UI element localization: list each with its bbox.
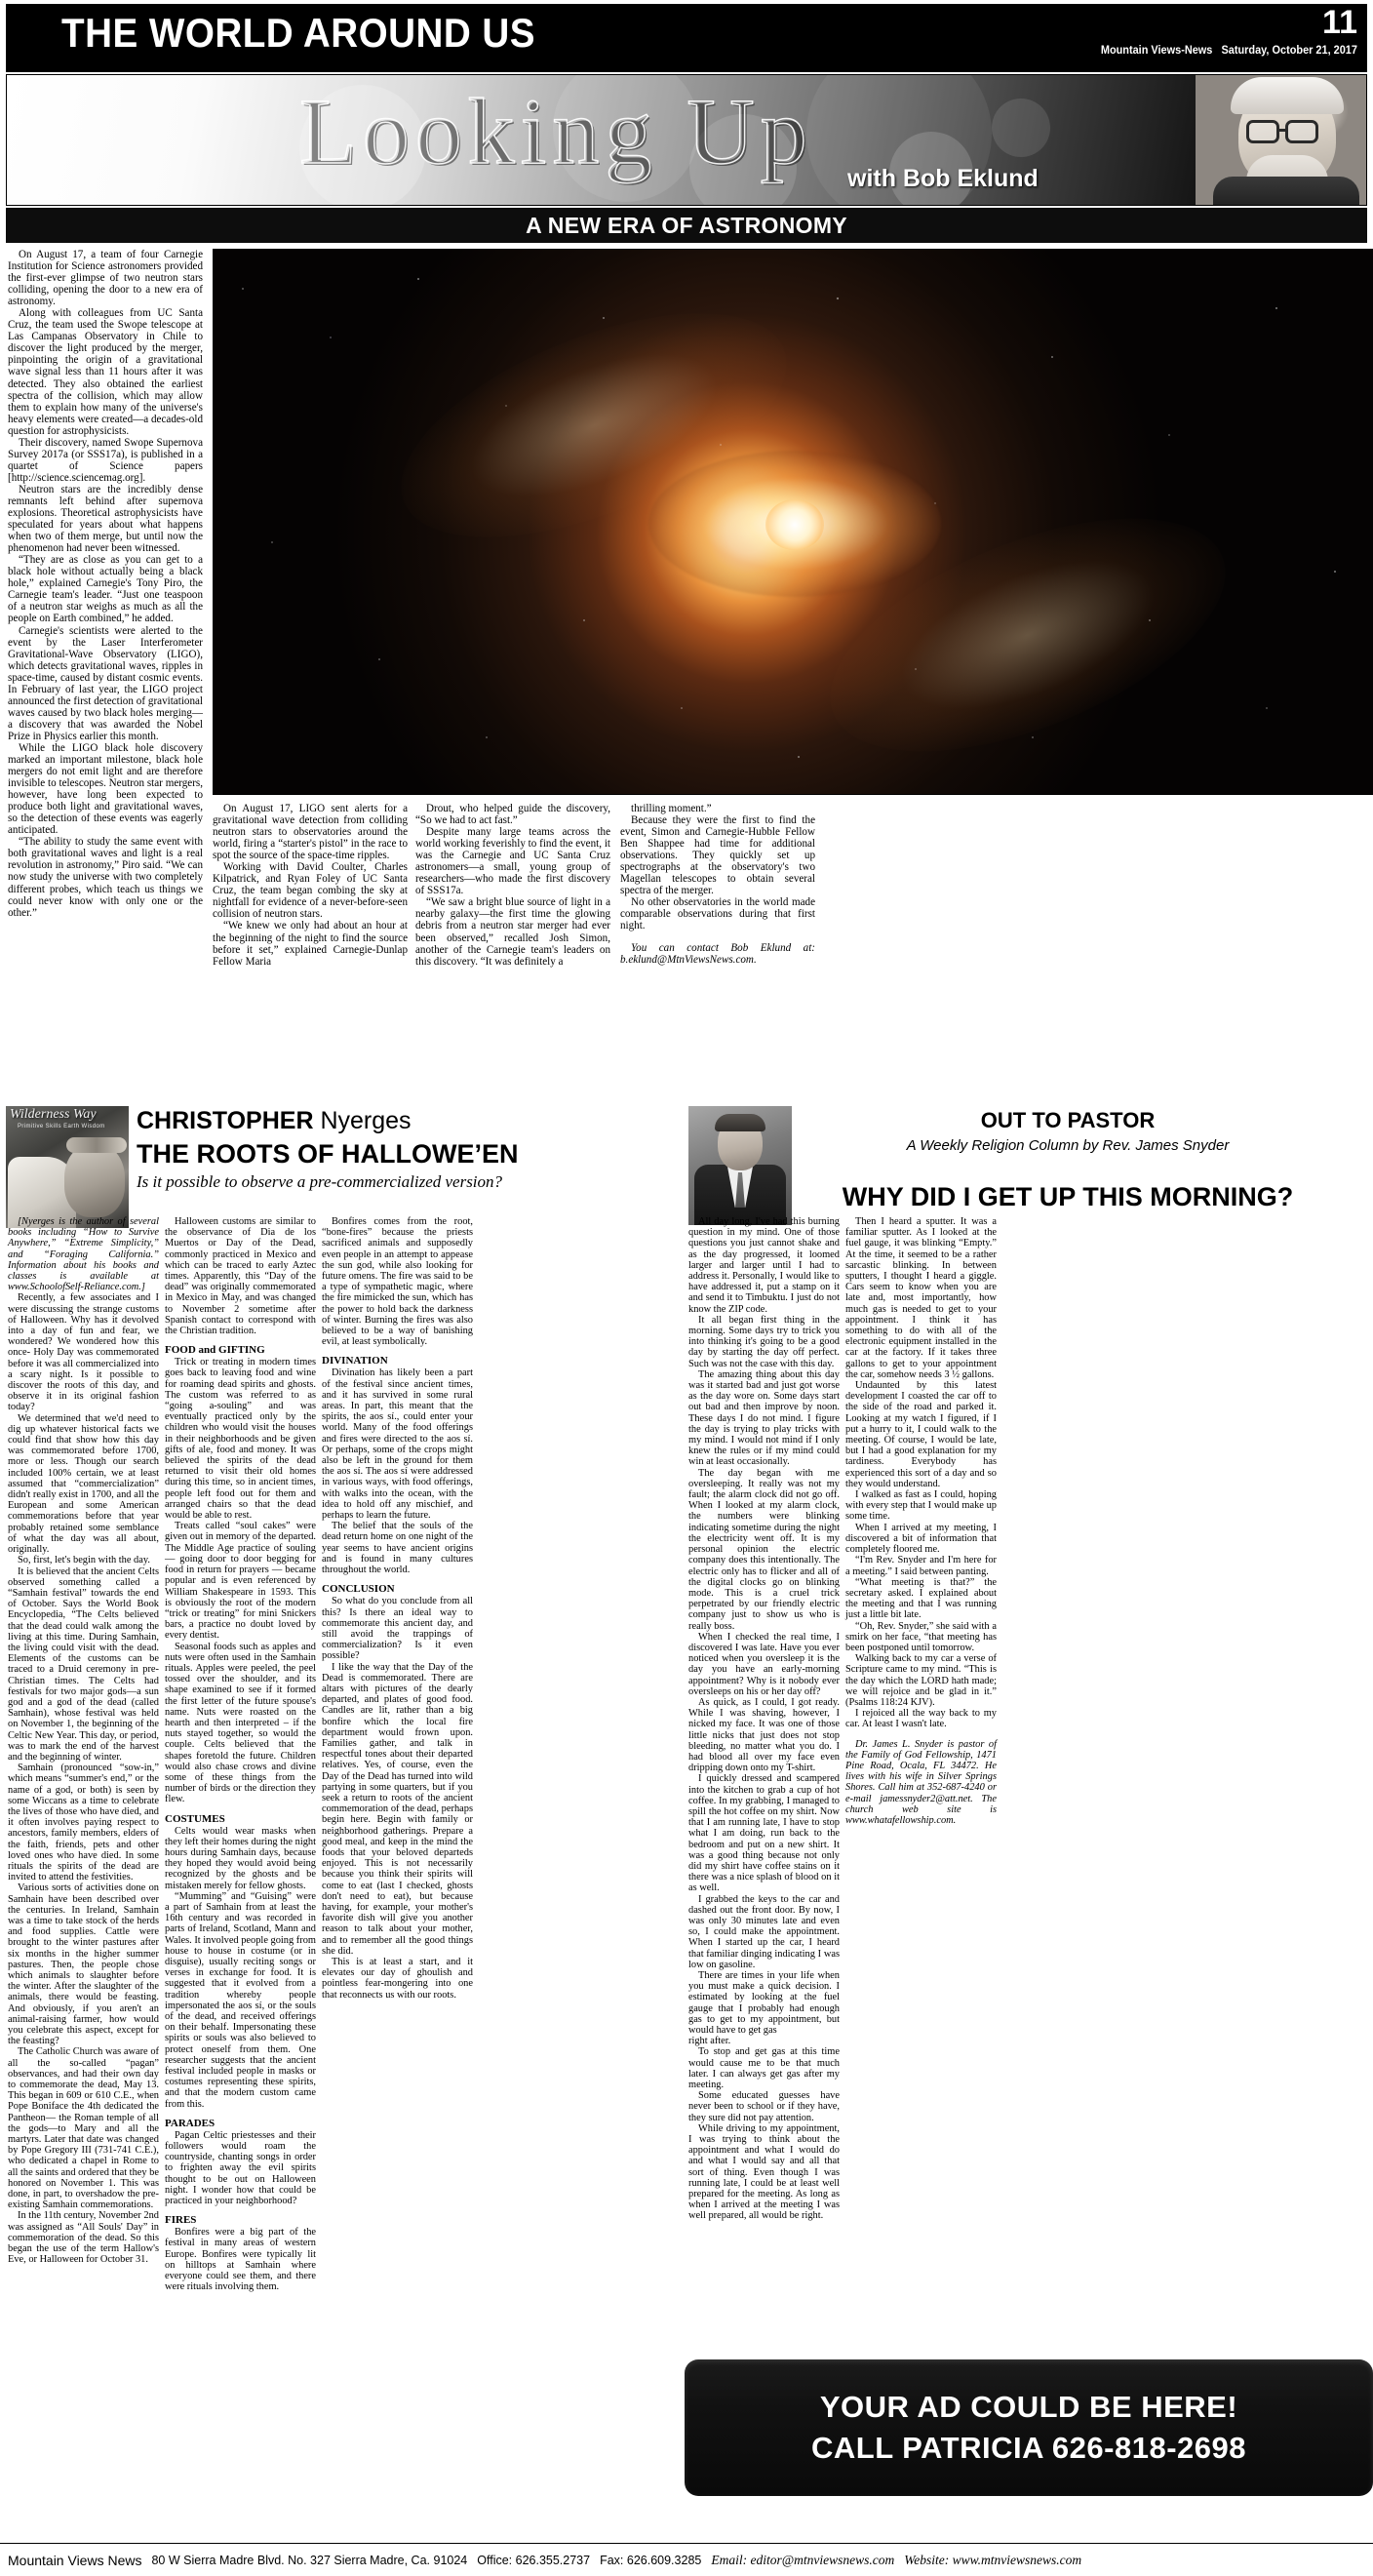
paragraph: So what do you conclude from all this? Is there an ideal way to commemorate this ancient day, and still avoid the trappings of commercialization? Is it even possible? bbox=[322, 1596, 473, 1662]
paragraph: There are times in your life when you must make a quick decision. I estimated by looking at the fuel gauge that I probably had enough gas to get to my appointment, but would have to get gas bbox=[688, 1970, 840, 2037]
paragraph: Along with colleagues from UC Santa Cruz, the team used the Swope telescope at Las Campanas Observatory in Chile to discover the light produced by the merger, pinpointing the origin of a gravitational wave signal less than 11 hours after it was detected. They also obtained the earliest spectra of the collision, which may allow them to explain how many of the universe's heavy elements were created—a decades-old question for astrophysicists. bbox=[8, 307, 203, 437]
article-column-1 bbox=[8, 249, 203, 919]
paragraph: Celts would wear masks when they left their homes during the night hours during Samhain days, because they hoped they would avoid being recognized by the ghosts and be mistaken merely for fellow ghosts. bbox=[165, 1825, 316, 1891]
paragraph: Trick or treating in modern times goes back to leaving food and wine for roaming dead spirits and ghosts. The custom was referred to as “going a-souling” and was eventually practiced only by the children who would visit the houses in their neighborhoods and be given gifts of ale, food and money. It was believed the spirits of the dead returned to visit their old homes during this time, so in ancient times, people left food out for them and arranged chairs so that the dead would be able to rest. bbox=[165, 1357, 316, 1522]
wilderness-way-sublabel: Primitive Skills Earth Wisdom bbox=[18, 1124, 105, 1129]
merger-core bbox=[765, 499, 824, 550]
newspaper-page bbox=[0, 4, 1373, 2576]
paragraph: I like the way that the Day of the Dead is commemorated. There are altars with pictures of the dearly departed, and plates of good food. Candles are lit, rather than a big bonfire which the local fire department would frown upon. Families gather, and talk in respectful tones about their departed relatives. Yes, of course, even the Day of the Dead has turned into wild partying in some quarters, but if you seek a return to roots of the ancient commemoration of the dead, perhaps begin here. Begin with family or neighborhood gatherings. Prepare a good meal, and keep in the mind the foods that your beloved departeds enjoyed. This is not necessarily because you think their spirits will come to eat (last I checked, ghosts don't need to eat), but because having, for example, your mother's favorite dish will give you another reason to talk about your mother, and to remember all the good things she did. bbox=[322, 1661, 473, 1957]
paragraph: Despite many large teams across the world working feverishly to find the event, it was the Carnegie and UC Santa Cruz astronomers—a small, young group of researchers—who made the first discovery of SSS17a. bbox=[415, 826, 610, 897]
paragraph: No other observatories in the world made comparable observations during that first night. bbox=[620, 896, 815, 932]
paragraph: I walked as fast as I could, hoping with every step that I would make up some time. bbox=[845, 1489, 997, 1523]
paragraph: This is at least a start, and it elevates our day of ghoulish and pointless fear-mongering into one that reconnects us with our roots. bbox=[322, 1957, 473, 2001]
footer-website: Website: www.mtnviewsnews.com bbox=[904, 2552, 1082, 2567]
nyerges-column-header bbox=[6, 1106, 1367, 1209]
paragraph: “The ability to study the same event with both gravitational waves and light is a real revolution in astronomy,” Piro said. “We can now study the universe with two completely different probes, which teach us things we could never know with only one or the other.” bbox=[8, 836, 203, 919]
paragraph: “Mumming” and “Guising” were a part of Samhain from at least the 16th century and was recorded in parts of Ireland, Scotland, Mann and Wales. It involved people going from house to house in costume (or in disguise), usually reciting songs or verses in exchange for food. It is suggested that it evolved from a tradition whereby people impersonated the aos sí, or the souls of the dead, and received offerings on their behalf. Impersonating these spirits or souls was also believed to protect oneself from them. One researcher suggests that the ancient festival included people in masks or costumes representing these spirits, and that the modern custom came from this. bbox=[165, 1890, 316, 2110]
advertisement-placeholder[interactable] bbox=[685, 2359, 1373, 2496]
article-column-2 bbox=[213, 803, 408, 968]
paragraph: Halloween customs are similar to the observance of Dia de los Muertos or Day of the Dead, commonly practiced in Mexico and which can be traced to early Aztec times. Apparently, this “Day of the dead” was originally commemorated in Mexico in May, and was changed to November 2 sometime after Spanish contact to correspond with the Christian tradition. bbox=[165, 1216, 316, 1337]
article-column-3 bbox=[415, 803, 610, 968]
eyeglasses-left-icon bbox=[1246, 120, 1279, 143]
paragraph: thrilling moment.” bbox=[631, 803, 712, 814]
paragraph: Undaunted by this latest development I coasted the car off to the side of the road and parked it. Looking at my watch I figured, if I put a hurry to it, I could walk to the meeting. Of course, I would be late, but I had a good explanation for my tardiness. Everybody has experienced this sort of a day and so they would understand. bbox=[845, 1380, 997, 1489]
pastor-title: OUT TO PASTOR bbox=[980, 1108, 1156, 1132]
nyerges-headline: THE ROOTS OF HALLOWE’EN bbox=[137, 1139, 519, 1169]
banner-byline: with Bob Eklund bbox=[847, 165, 1039, 192]
wilderness-way-label: Wilderness Way bbox=[10, 1107, 97, 1122]
ad-line-2: CALL PATRICIA 626-818-2698 bbox=[810, 2431, 1246, 2465]
looking-up-banner bbox=[6, 74, 1367, 206]
paragraph: On August 17, LIGO sent alerts for a gravitational wave detection from colliding neutron stars to observatories around the world, firing a “starter's pistol” in the race to spot the source of the space-time ripples. bbox=[213, 803, 408, 862]
nyerges-column-1 bbox=[8, 1216, 159, 2266]
issue-date: Saturday, October 21, 2017 bbox=[1221, 45, 1357, 57]
byline-last-name: Nyerges bbox=[320, 1107, 412, 1134]
header-right-meta bbox=[1087, 4, 1357, 57]
paragraph: I grabbed the keys to the car and dashed out the front door. By now, I was only 30 minutes late and even so, I could make the appointment. When I started up the car, I heard that familiar dinging indicating I was low on gasoline. bbox=[688, 1893, 840, 1970]
paragraph: Some educated guesses have never been to school or if they have, they sure did not pay attention. bbox=[688, 2090, 840, 2123]
paragraph: right after. bbox=[688, 2036, 731, 2047]
byline-first-name: CHRISTOPHER bbox=[137, 1107, 314, 1134]
paragraph: Then I heard a sputter. It was a familiar sputter. As I looked at the fuel gauge, it was blinking “Empty.” At the time, it seemed to be a rather sarcastic blinking. In between sputters, I thought I heard a giggle. Cars seem to know when you are late and, most importantly, how much gas is needed to get to your appointment. I think it has something to do with all of the electronic equipment installed in the car at the factory. If it takes three gallons to get to your appointment the car, somehow needs 3 ½ gallons. bbox=[845, 1216, 997, 1380]
banner-title: Looking Up bbox=[299, 79, 813, 183]
subheading-costumes: COSTUMES bbox=[165, 1812, 225, 1825]
nyerges-column-3 bbox=[322, 1216, 473, 2001]
footer-paper-name: Mountain Views News bbox=[8, 2552, 142, 2568]
paragraph: The day began with me oversleeping. It really was not my fault; the alarm clock did not go off. When I looked at my alarm clock, the numbers were blinking indicating sometime during the night the electricity went off. It is my personal opinion the electric company does this intentionally. The electric only has to flicker and all of the digital clocks go on blinking mode. This is a cruel trick perpetrated by our friendly electric company just to show us who is really boss. bbox=[688, 1467, 840, 1632]
paragraph: When I arrived at my meeting, I discovered a bit of information that completely floored me. bbox=[845, 1522, 997, 1556]
footer-office-phone: Office: 626.355.2737 bbox=[477, 2553, 591, 2567]
photo-face bbox=[64, 1143, 125, 1217]
paragraph: I rejoiced all the way back to my car. At least I wasn't late. bbox=[845, 1708, 997, 1730]
subheading-food-and-gifting: FOOD and GIFTING bbox=[165, 1344, 265, 1357]
paragraph: “We saw a bright blue source of light in a nearby galaxy—the first time the glowing debris from a neutron star merger had ever been observed,” recalled Josh Simon, another of the Carnegie team's leaders on this discovery. “It was definitely a bbox=[415, 896, 610, 968]
pastor-subtitle: A Weekly Religion Column by Rev. James Snyder bbox=[906, 1137, 1230, 1154]
astronomy-article bbox=[6, 249, 1367, 1102]
paragraph: “Oh, Rev. Snyder,” she said with a smirk on her face, “that meeting has been postponed until tomorrow. bbox=[845, 1620, 997, 1653]
paragraph: The amazing thing about this day was it started bad and just got worse as the day wore on. Some days start out bad and then improve by noon. These days I do not mind. I figure the day is trying to play tricks with my mind. I would not mind if I only knew the rules or if my mind could win at least occasionally. bbox=[688, 1368, 840, 1468]
paragraph: I quickly dressed and scampered into the kitchen to grab a cup of hot coffee. In my grabbing, I managed to spill the hot coffee on my shirt. Now that I am running late, I have to stop what I am doing, run back to the bedroom and put on a new shirt. It was a good thing because not only did my shirt have coffee stains on it there was a nice splash of blood on it as well. bbox=[688, 1773, 840, 1894]
paragraph: “They are as close as you can get to a black hole without actually being a black hole,” explained Carnegie's Tony Piro, the Carnegie team's leader. “Just one teaspoon of a neutron star weighs as much as all the people on Earth combined,” he added. bbox=[8, 554, 203, 625]
paragraph: In the 11th century, November 2nd was assigned as “All Souls' Day” in commemoration of the dead. So this began the use of the term Hallow's Eve, or Halloween for October 31. bbox=[8, 2210, 159, 2266]
pastor-column-header bbox=[688, 1106, 1373, 1228]
paragraph: Recently, a few associates and I were discussing the strange customs of Halloween. Why has it devolved into a day of fun and fear, we wondered? We wondered how this once- Holy Day was commemorated before it was all commercialized into a scary night. Is it possible to discover the roots of this day, and observe it in its original fashion today? bbox=[8, 1292, 159, 1413]
footer-fax: Fax: 626.609.3285 bbox=[600, 2553, 702, 2567]
paragraph: All day long, I've had this burning question in my mind. One of those questions you just cannot shake and as the day progressed, it loomed larger and larger until I had to address it. Personally, I would like to have addressed it, put a stamp on it and send it to Timbuktu. I just do not know the ZIP code. bbox=[688, 1216, 840, 1315]
section-title: THE WORLD AROUND US bbox=[61, 10, 536, 56]
paragraph: “What meeting is that?” the secretary asked. I explained about the meeting and that I was running just a little bit late. bbox=[845, 1576, 997, 1621]
paragraph: On August 17, a team of four Carnegie Institution for Science astronomers provided the first-ever glimpse of two neutron stars colliding, opening the door to a new era of astronomy. bbox=[8, 249, 203, 308]
paragraph: To stop and get gas at this time would cause me to be that much later. I can always get gas after my meeting. bbox=[688, 2046, 840, 2091]
neutron-star-collision-image bbox=[213, 249, 1373, 795]
page-header-bar bbox=[6, 4, 1367, 72]
paragraph: Working with David Coulter, Charles Kilpatrick, and Ryan Foley of UC Santa Cruz, the team began combing the sky at nightfall for evidence of a never-before-seen collision of neutron stars. bbox=[213, 861, 408, 921]
paragraph: While driving to my appointment, I was trying to think about the appointment and what I would do and what I would say and all that sort of thing. Even though I was running late, I could be at least well prepared for the meeting. As long as when I arrived at the meeting I was well prepared, all would be right. bbox=[688, 2122, 840, 2222]
footer-address: 80 W Sierra Madre Blvd. No. 327 Sierra Madre, Ca. 91024 bbox=[151, 2553, 468, 2567]
paragraph: So, first, let's begin with the day. bbox=[18, 1555, 150, 1566]
paragraph: The belief that the souls of the dead return home on one night of the year seems to have ancient origins and is found in many cultures throughout the world. bbox=[322, 1521, 473, 1576]
pastor-column-1 bbox=[688, 1216, 840, 2222]
paragraph: Walking back to my car a verse of Scripture came to my mind. “This is the day which the LORD hath made; we will rejoice and be glad in it.” (Psalms 118:24 KJV). bbox=[845, 1653, 997, 1708]
subheading-divination: DIVINATION bbox=[322, 1355, 388, 1367]
paragraph: Carnegie's scientists were alerted to the event by the Laser Interferometer Gravitational-Wave Observatory (LIGO), which detects gravitational waves, ripples in space-time, caused by distant cosmic events. In February of last year, the LIGO project announced the first detection of gravitational waves caused by two black holes merging—a discovery that was awarded the Nobel Prize in Physics earlier this month. bbox=[8, 624, 203, 742]
paragraph: We determined that we'd need to dig up whatever historical facts we could find that show how this day was commemorated before 1700, more or less. Though our search included 100% certain, we at least assumed that “commercialization” didn't really exist in 1700, and all the European and some American commemorations before that year probably retained some semblance of what the day was all about, originally. bbox=[8, 1412, 159, 1556]
pastor-bio: Dr. James L. Snyder is pastor of the Family of God Fellowship, 1471 Pine Road, Ocala, FL 34472. He lives with his wife in Silver Springs Shores. Call him at 352-687-4240 or e-mail jamessnyder2@att.net. The church web site is www.whatafellowship.com. bbox=[845, 1738, 997, 1826]
article-column-4 bbox=[620, 803, 815, 966]
nyerges-deck: Is it possible to observe a pre-commercialized version? bbox=[137, 1172, 503, 1191]
footer-email: Email: editor@mtnviewsnews.com bbox=[711, 2552, 895, 2567]
bokeh-circle-icon bbox=[992, 99, 1050, 157]
paragraph: It all began first thing in the morning. Some days try to trick you into thinking it's going to be a good day by starting the day off perfect. Such was not the case with this day. bbox=[688, 1314, 840, 1369]
section-banner: A NEW ERA OF ASTRONOMY bbox=[6, 208, 1367, 243]
nyerges-column-2 bbox=[165, 1216, 316, 2292]
nyerges-byline bbox=[137, 1106, 519, 1135]
paragraph: Bonfires comes from the root, “bone-fires” because the priests sacrificed animals and supposedly even people in an attempt to appease the sun god, while also looking for future omens. The fire was said to be a type of sympathetic magic, where the fire mimicked the sun, which has the power to hold back the darkness of winter. Burning the fires was also believed to be a way of banishing evil, at least symbolically. bbox=[322, 1216, 473, 1348]
paragraph: While the LIGO black hole discovery marked an important milestone, black hole mergers do not emit light and are therefore invisible to telescopes. Neutron star mergers, however, have long been expected to produce both light and gravitational waves, so the detection of these events was eagerly anticipated. bbox=[8, 741, 203, 837]
paragraph: “I'm Rev. Snyder and I'm here for a meeting.” I said between panting. bbox=[845, 1555, 997, 1577]
paragraph: Their discovery, named Swope Supernova Survey 2017a (or SSS17a), is published in a quartet of Science papers [http://science.sciencemag.org]. bbox=[8, 436, 203, 484]
portrait-torso bbox=[1213, 177, 1359, 205]
paragraph: The Catholic Church was aware of all the so-called “pagan” observances, and had their own day to commemorate the dead, May 13. This began in 609 or 610 C.E., when Pope Boniface the 4th dedicated the Pantheon— the Roman temple of all the gods—to Mary and all the martyrs. Later that date was changed by Pope Gregory III (731-741 C.E.), who dedicated a chapel in Rome to all the saints and ordered that they be honored on November 1. This was done, in part, to overshadow the pre-existing Samhain commemorations. bbox=[8, 2046, 159, 2211]
paragraph: Various sorts of activities done on Samhain have been described over the centuries. In Ireland, Samhain was a time to take stock of the herds and food supplies. Cattle were brought to the winter pastures after six months in the higher summer pastures. Then, the people chose which animals to slaughter before the winter. After the slaughter of the animals, there would be feasting. And obviously, if you aren't an animal-raising farmer, how would you celebrate this aspect, except for the feasting? bbox=[8, 1882, 159, 2047]
paper-name: Mountain Views-News bbox=[1100, 45, 1213, 57]
pastor-headline: WHY DID I GET UP THIS MORNING? bbox=[842, 1182, 1294, 1211]
paragraph: It is believed that the ancient Celts observed something called a “Samhain festival” towards the end of October. Says the World Book Encyclopedia, “The Celts believed that the dead could walk among the living at this time. During Samhain, the living could visit with the dead. Elements of the customs can be traced to a Druid ceremony in pre-Christian times. The Celts had festivals for two major gods—a sun god and a god of the dead (called Samhain), whose festival was held on November 1, the beginning of the Celtic New Year. This day, or period, was to mark the end of the harvest and the beginning of winter. bbox=[8, 1565, 159, 1763]
subheading-parades: PARADES bbox=[165, 2117, 216, 2129]
paper-name-and-date bbox=[1101, 39, 1357, 57]
page-footer bbox=[0, 2543, 1373, 2576]
paragraph: Pagan Celtic priestesses and their followers would roam the countryside, chanting songs in order to frighten away the evil spirits thought to be out on Halloween night. I wonder how that could be practiced in your neighborhood? bbox=[165, 2129, 316, 2207]
pastor-column-2 bbox=[845, 1216, 997, 1826]
paragraph: Because they were the first to find the event, Simon and Carnegie-Hubble Fellow Ben Shappee had time for additional observations. They quickly set up spectrographs at the observatory's two Magellan telescopes to obtain several spectra of the merger. bbox=[620, 814, 815, 897]
author-contact: You can contact Bob Eklund at: b.eklund@MtnViewsNews.com. bbox=[620, 941, 815, 966]
paragraph: Samhain (pronounced “sow-in,” which means “summer's end,” or the name of a god, or both) is seen by some Wiccans as a time to celebrate the lives of those who have died, and it often involves paying respect to ancestors, family members, elders of the faith, friends, pets and other loved ones who have died. In some rituals the spirits of the dead are invited to attend the festivities. bbox=[8, 1763, 159, 1883]
paragraph: [Nyerges is the author of several books including “How to Survive Anywhere,” “Extreme Simplicity,” and “Foraging California.” Information about his books and classes is available at www.SchoolofSelf-Reliance.com.] bbox=[8, 1216, 159, 1293]
paragraph: Divination has likely been a part of the festival since ancient times, and it has survived in some rural areas. In part, this meant that the spirits, the aos sí., could enter your world. Many of the food offerings and fires were directed to the aos sí. Or perhaps, some of the crops might also be left in the ground for them the aos sí. The aos sí were addressed in various ways, with food offerings, with walks into the ocean, with the idea to hold off any mischief, and perhaps to learn the future. bbox=[322, 1367, 473, 1522]
paragraph: Treats called “soul cakes” were given out in memory of the departed. The Middle Age practice of souling — going door to door begging for food in return for prayers — became popular and is even referenced by William Shakespeare in 1593. This is obviously the root of the modern “trick or treating” for mini Snickers bars, a practice no doubt loved by every dentist. bbox=[165, 1521, 316, 1642]
paragraph: Bonfires were a big part of the festival in many areas of western Europe. Bonfires were typically lit on hilltops at Samhain where everyone could see them, and there were rituals involving them. bbox=[165, 2227, 316, 2293]
paragraph: As quick, as I could, I got ready. While I was shaving, however, I nicked my face. It was one of those little nicks that just does not stop bleeding, no matter what you do. I had blood all over my face even dripping down onto my T-shirt. bbox=[688, 1696, 840, 1774]
paragraph: “We knew we only had about an hour at the beginning of the night to find the source before it set,” explained Carnegie-Dunlap Fellow Maria bbox=[213, 920, 408, 968]
paragraph: Drout, who helped guide the discovery, “So we had to act fast.” bbox=[415, 803, 610, 827]
wilderness-way-photo bbox=[6, 1106, 129, 1228]
eyeglasses-right-icon bbox=[1285, 120, 1318, 143]
lower-section bbox=[6, 1106, 1367, 2465]
paragraph: When I checked the real time, I discovered I was late. Have you ever noticed when you oversleep it is the day you have an early-morning appointment? Why is it nobody ever oversleeps on his or her day off? bbox=[688, 1631, 840, 1697]
page-number: 11 bbox=[1322, 4, 1357, 41]
photo-headband bbox=[66, 1137, 127, 1153]
subheading-fires: FIRES bbox=[165, 2214, 197, 2227]
paragraph: Seasonal foods such as apples and nuts were often used in the Samhain rituals. Apples were peeled, the peel tossed over the shoulder, and its shape examined to see if it formed the first letter of the future spouse's name. Nuts were roasted on the hearth and then interpreted – if the nuts stayed together, so would the couple. Celts believed that the shapes foretold the future. Children would also chase crows and divine some of these things from the number of birds or the direction they flew. bbox=[165, 1641, 316, 1805]
nyerges-titles bbox=[137, 1106, 519, 1192]
bob-eklund-portrait bbox=[1196, 75, 1366, 205]
eyeglasses-bridge-icon bbox=[1279, 129, 1287, 132]
portrait-hair bbox=[1231, 77, 1344, 114]
ad-line-1: YOUR AD COULD BE HERE! bbox=[819, 2390, 1238, 2424]
subheading-conclusion: CONCLUSION bbox=[322, 1583, 395, 1596]
paragraph: Neutron stars are the incredibly dense remnants left behind after supernova explosions. Theoretical astrophysicists have speculated for years about what happens when two of them merge, but until now the phenomenon had never been witnessed. bbox=[8, 483, 203, 555]
